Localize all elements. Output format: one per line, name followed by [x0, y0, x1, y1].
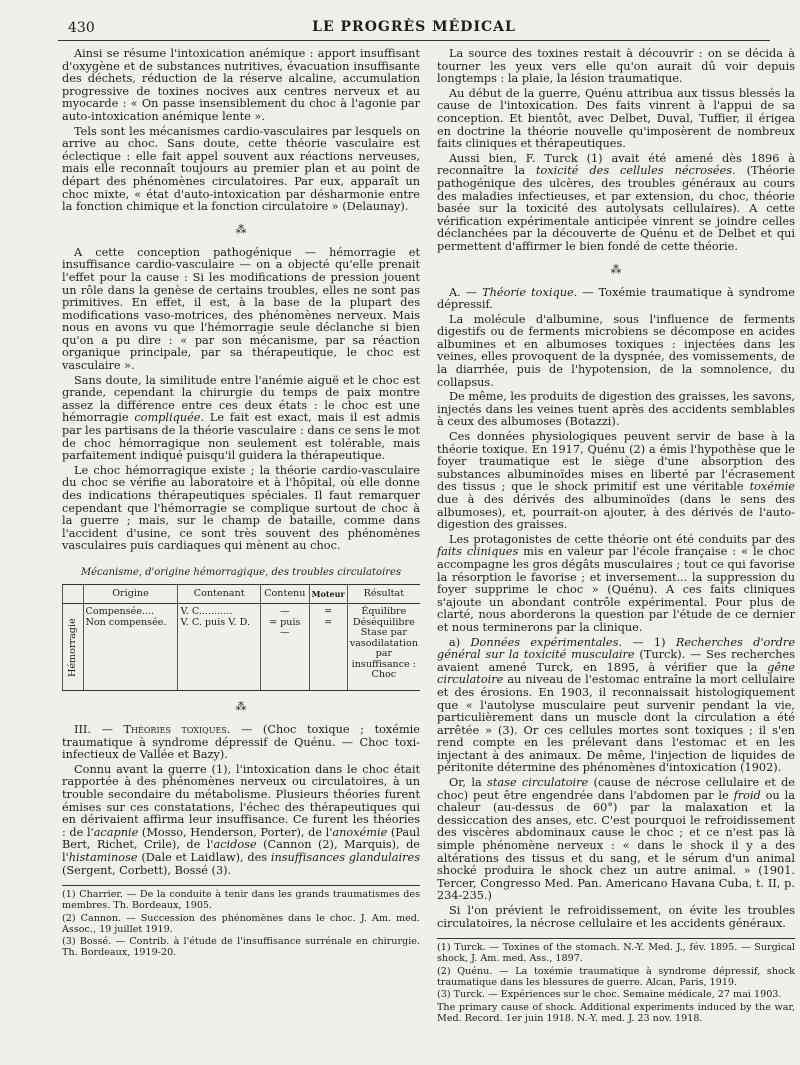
footnote: (1) Charrier. — De la conduite à tenir dans les grands traumatismes des membres. Th. Bordeaux, 1905.	[62, 889, 420, 911]
table-header: Contenu	[260, 584, 309, 604]
table-cell: — = puis —	[260, 604, 309, 691]
table-header: Résultat	[347, 584, 420, 604]
footnote: (2) Quénu. — La toxémie traumatique à syndrome dépressif, shock traumatique dans les blessures de guerre. Alcan, Paris, 1919.	[437, 965, 795, 988]
table-caption: Mécanisme, d'origine hémorragique, des troubles circulatoires	[80, 566, 402, 578]
paragraph: A cette conception pathogénique — hémorragie et insuffisance cardio-vasculaire — on a objecté qu'elle prenait l'effet pour la cause : Si les modifications de pression jouent un rôle dans la genèse de certains troubles, elles ne sont pas primitives. En effet, il est, à la base de la plupart des modifications vaso-motrices, des phénomènes nerveux. Mais nous en avons vu que l'hémorragie seule déclanche si bien qu'on a pu dire : « par son mécanisme, par sa réaction organique principale, par sa thérapeutique, le choc est vasculaire ».	[62, 245, 420, 373]
table-header: Contenant	[178, 584, 260, 604]
table-header: Origine	[83, 584, 178, 604]
paragraph: Or, la stase circulatoire (cause de nécrose cellulaire et de choc) peut être engendrée dans l'abdomen par le froid ou la chaleur (au-dessus de 60°) par la malaxation et la dessiccation des anses, etc. C'est pourquoi le refroidissement des viscères abdominaux cause le choc ; et ce n'est pas là simple phénomène nerveux : « dans le shock il y a des altérations des tissus et du sang, et le sérum d'un animal shocké produira le shock chez un autre animal. » (1901. Tercer, Congresso Med. Pan. Americano Havana Cuba, t. II, p. 234-235.)	[437, 776, 796, 903]
table-cell: Équilibre Déséquilibre Stase par vasodilatation par insuffisance : Choc	[347, 604, 420, 691]
paragraph: Aussi bien, F. Turck (1) avait été amené dès 1896 à reconnaître la toxicité des cellules nécrosées. (Théorie pathogénique des ulcères, des troubles généraux au cours des maladies infectieuses, et par extension, du choc, théorie basée sur la toxicité des autolysats cellulaires). A cette vérification expérimentale anticipée vinrent se joindre celles déclanchées par la découverte de Quénu et de Delbet et qui permettent d'affirmer le bien fondé de cette théorie.	[437, 151, 795, 253]
table-cell: = =	[309, 604, 347, 691]
section-heading: Théorie toxique	[482, 285, 574, 299]
footnote: The primary cause of shock. Additional experiments induced by the war, Med. Record. 1er juin 1918. N.-Y. med. J. 23 nov. 1918.	[437, 1002, 795, 1024]
paragraph: Ces données physiologiques peuvent servir de base à la théorie toxique. En 1917, Quénu (2) a émis l'hypothèse que le foyer traumatique est le siège d'une absorption des substances albuminoïdes mises en liberté par l'écrasement des tissus ; que le shock primitif est une véritable toxémie due à des dérivés des albuminoïdes (dans le sens des albumoses), et, pourrait-on ajouter, à des dérivés de l'auto-digestion des graisses.	[437, 430, 795, 532]
paragraph: Tels sont les mécanismes cardio-vasculaires par lesquels on arrive au choc. Sans doute, cette théorie vasculaire est éclectique : elle fait appel souvent aux réactions nerveuses, mais elle reconnaît toujours au premier plan et au point de départ des phénomènes circulatoires. Par eux, apparaît un choc mixte, « état d'auto-intoxication par désharmonie entre la fonction chimique et la fonction circulatoire » (Delaunay).	[62, 124, 420, 214]
footnote: (3) Turck. — Expériences sur le choc. Semaine médicale, 27 mai 1903.	[437, 989, 782, 1001]
footnote: (3) Bossé. — Contrib. à l'étude de l'insuffisance surrénale en chirurgie. Th. Bordeaux, 1919-20.	[62, 936, 420, 959]
paragraph: Au début de la guerre, Quénu attribua aux tissus blessés la cause de l'intoxication. Des faits vinrent à l'appui de sa conception. Et bientôt, avec Delbet, Duval, Tuffier, il érigea en doctrine la théorie nouvelle qu'imposèrent de nombreux faits cliniques et thérapeutiques.	[437, 86, 795, 151]
table-corner	[63, 584, 84, 604]
footnote: (2) Cannon. — Succession des phénomènes dans le choc. J. Am. med. Assoc., 19 juillet 1919.	[62, 912, 420, 935]
mechanism-table	[62, 584, 420, 692]
table-row-label: Hémorragie	[63, 604, 84, 691]
section-separator: ⁂	[235, 700, 247, 714]
page-number: 430	[68, 20, 95, 36]
journal-title: LE PROGRÈS MÉDICAL	[312, 19, 516, 35]
paragraph: La source des toxines restait à découvrir : on se décida à tourner les yeux vers elle qu'on aurait dû voir depuis longtemps : la plaie, la lésion traumatique.	[437, 47, 795, 86]
paragraph: Ainsi se résume l'intoxication anémique : apport insuffisant d'oxygène et de substances nutritives, évacuation insuffisante des déchets, réduction de la réserve alcaline, accumulation progressive de toxines nocives aux centres nerveux et au myocarde : « On passe insensiblement du choc à l'agonie par auto-intoxication anémique lente ».	[62, 47, 420, 123]
paragraph: Sans doute, la similitude entre l'anémie aiguë et le choc est grande, cependant la chirurgie du temps de paix montre assez la différence entre ces deux états : le choc est une hémorragie compliquée. Le fait est exact, mais il est admis par les partisans de la théorie vasculaire : dans ce sens le mot de choc hémorragique non seulement est tolérable, mais parfaitement indiqué puisqu'il guidera la thérapeutique.	[62, 373, 420, 463]
table-cell: Compensée.... Non compensée.	[83, 604, 178, 691]
paragraph: A. — Théorie toxique. — Toxémie traumatique à syndrome dépressif.	[437, 285, 795, 312]
paragraph: Le choc hémorragique existe ; la théorie cardio-vasculaire du choc se vérifie au laboratoire et à l'hôpital, où elle donne des indications thérapeutiques spéciales. Il faut remarquer cependant que l'hémorragie se complique surtout de choc à la guerre ; mais, sur le champ de bataille, comme dans l'accident d'usine, ce sont très souvent des phénomènes vasculaires puis cardiaques qui mènent au choc.	[62, 463, 420, 553]
table-cell: V. C........... V. C. puis V. D.	[178, 604, 260, 691]
paragraph: a) Données expérimentales. — 1) Recherches d'ordre général sur la toxicité musculaire (Turck). — Ses recherches avaient amené Turck, en 1895, à vérifier que la gêne circulatoire au niveau de l'estomac entraîne la mort cellulaire et des érosions. En 1903, il reconnaissait histologiquement que « l'autolyse musculaire peut survenir pendant la vie, particulièrement dans un muscle dont la circulation a été arrêtée » (3). Or ces cellules mortes sont toxiques ; il s'en rend compte en les prélevant dans l'estomac et en les injectant à des animaux. De même, l'injection de liquides de péritonite détermine des phénomènes d'intoxication (1902).	[437, 635, 796, 775]
paragraph: Les protagonistes de cette théorie ont été conduits par des faits cliniques mis en valeur par l'école française : « le choc accompagne les gros dégâts musculaires ; tout ce qui favorise la résorption le favorise ; et inversement... la suppression du foyer supprime le choc » (Quénu). A ces faits cliniques s'ajoute un abondant contrôle expérimental. Pour plus de clarté, nous aborderons la question par l'étude de ce dernier et nous terminerons par la clinique.	[437, 532, 796, 634]
paragraph: La molécule d'albumine, sous l'influence de ferments digestifs ou de ferments microbiens se décompose en acides albumines et en albumoses toxiques : injectées dans les veines, elles provoquent de la dyspnée, des vomissements, de la diarrhée, puis de l'hypotension, de la somnolence, du collapsus.	[437, 312, 795, 389]
footnote: (1) Turck. — Toxines of the stomach. N.-Y. Med. J., fév. 1895. — Surgical shock, J. Am. med. Ass., 1897.	[437, 942, 795, 964]
footnotes	[437, 938, 795, 1025]
footnotes	[62, 885, 420, 959]
left-column	[62, 48, 420, 961]
paragraph: Connu avant la guerre (1), l'intoxication dans le choc était rapportée à des phénomènes nerveux ou circulatoires, à un trouble secondaire du métabolisme. Plusieurs théories furent émises sur ces constatations, l'échec des thérapeutiques qui en dérivaient affirma leur insuffisance. Ce furent les théories : de l'acapnie (Mosso, Henderson, Porter), de l'anoxémie (Paul Bert, Richet, Crile), de l'acidose (Cannon (2), Marquis), de l'histaminose (Dale et Laidlaw), des insuffisances glandulaires (Sergent, Corbett), Bossé (3).	[62, 762, 421, 877]
right-column	[437, 48, 795, 1027]
section-separator: ⁂	[610, 262, 622, 276]
section-heading: III. — Théories toxiques.	[74, 723, 231, 737]
paragraph: De même, les produits de digestion des graisses, les savons, injectés dans les veines tuent après des accidents semblables à ceux des albumoses (Botazzi).	[437, 390, 795, 429]
section-separator: ⁂	[235, 222, 247, 236]
table-header: Moteur	[309, 584, 347, 604]
paragraph: III. — Théories toxiques. — (Choc toxique ; toxémie traumatique à syndrome dépressif de Quénu. — Choc toxi-infectieux de Vallée et Bazy).	[62, 723, 420, 762]
page-header	[58, 18, 770, 41]
paragraph: Si l'on prévient le refroidissement, on évite les troubles circulatoires, la nécrose cellulaire et les accidents généraux.	[437, 904, 795, 930]
